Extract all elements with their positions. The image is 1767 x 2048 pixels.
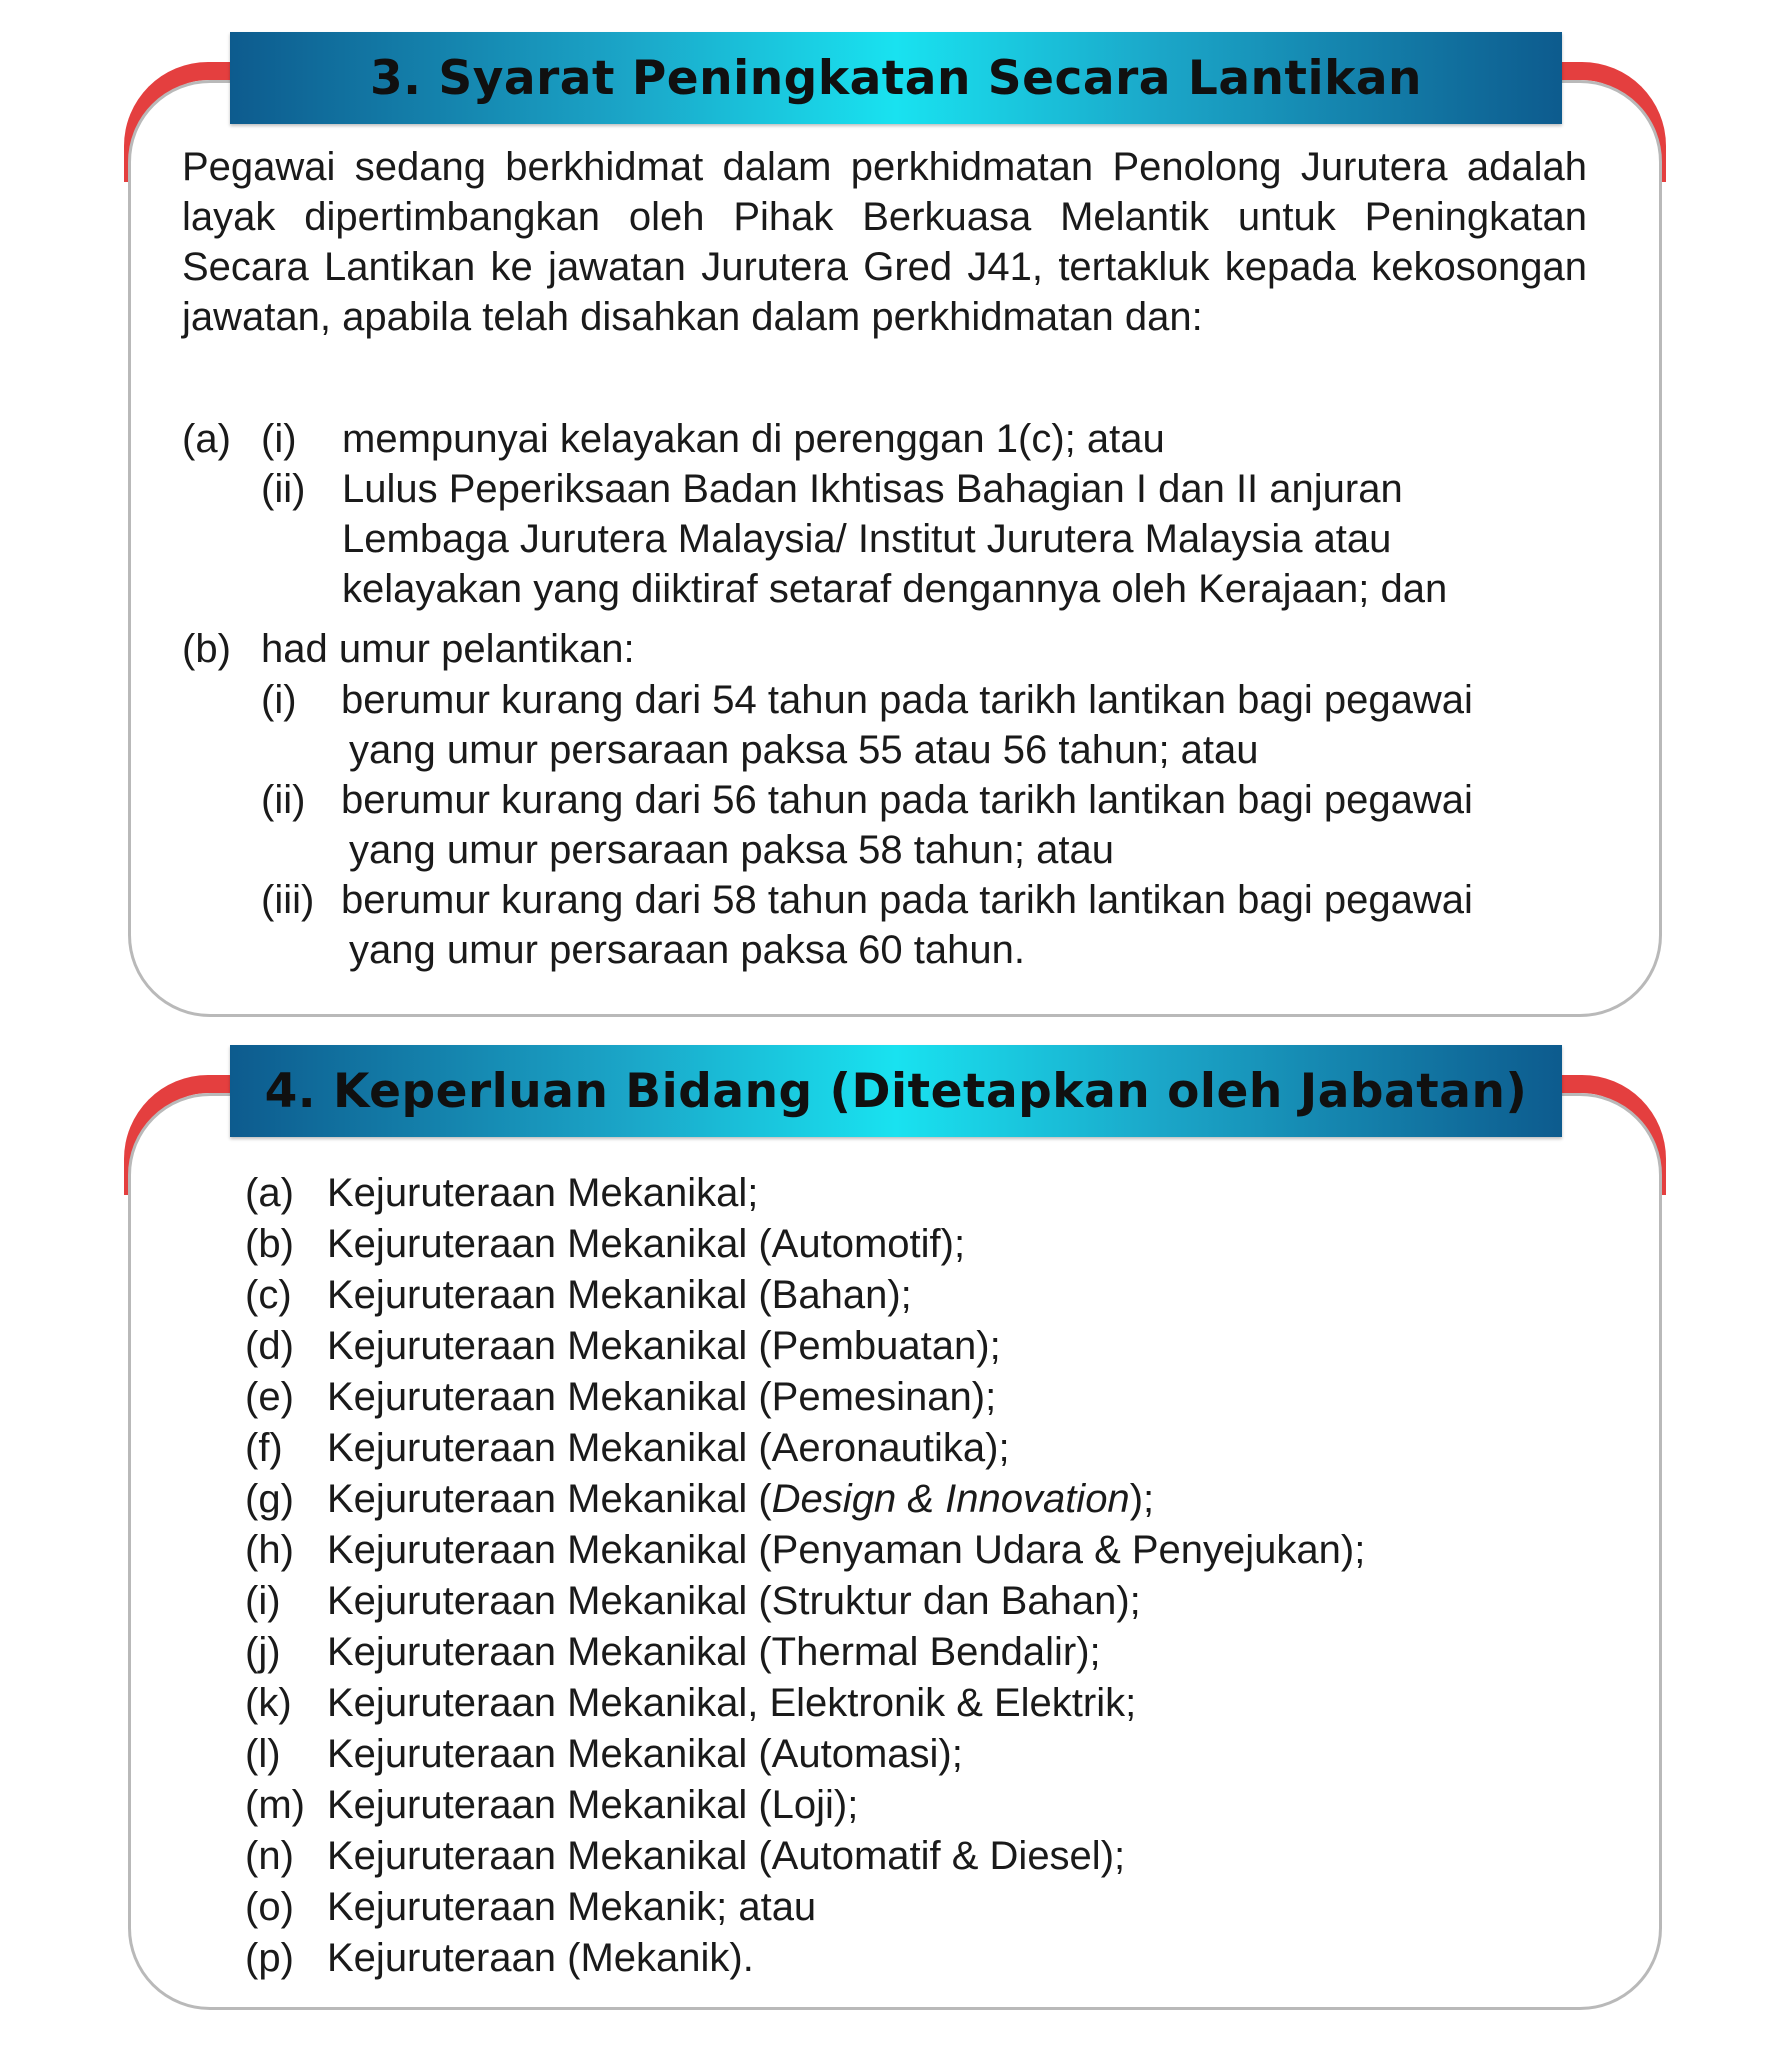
item-b-text: had umur pelantikan: [261, 627, 635, 671]
list-item-letter: (d) [245, 1324, 294, 1368]
list-item-letter: (o) [245, 1885, 294, 1929]
list-item-text-italic: Design & Innovation [771, 1477, 1130, 1521]
item-a-i-text: mempunyai kelayakan di perenggan 1(c); atau [342, 417, 1165, 461]
list-item-text: Kejuruteraan Mekanikal (Pemesinan); [327, 1375, 997, 1419]
item-b-iii-label: (iii) [261, 878, 315, 922]
list-item-text: Kejuruteraan Mekanikal (Automotif); [327, 1222, 966, 1266]
list-item-text: Kejuruteraan Mekanikal; [327, 1171, 759, 1215]
list-item-text: Kejuruteraan Mekanikal (Thermal Bendalir); [327, 1630, 1101, 1674]
list-item-letter: (e) [245, 1375, 294, 1419]
list-item-text: Kejuruteraan Mekanikal (Bahan); [327, 1273, 912, 1317]
list-item-letter: (i) [245, 1579, 281, 1623]
list-item-letter: (c) [245, 1273, 292, 1317]
item-b-ii-line1: berumur kurang dari 56 tahun pada tarikh lantikan bagi pegawai [341, 778, 1473, 822]
list-item-text: Kejuruteraan Mekanikal (Automatif & Diesel); [327, 1834, 1126, 1878]
list-item-letter: (l) [245, 1732, 281, 1776]
list-item-text: Kejuruteraan Mekanikal (Loji); [327, 1783, 859, 1827]
list-item-text-pre: Kejuruteraan Mekanikal ( [327, 1477, 772, 1521]
list-item-text: Kejuruteraan Mekanik; atau [327, 1885, 817, 1929]
item-a-ii-label: (ii) [261, 467, 306, 511]
list-item-letter: (h) [245, 1528, 294, 1572]
item-b-i-label: (i) [261, 678, 297, 722]
list-item-letter: (b) [245, 1222, 294, 1266]
item-a-ii-line: Lulus Peperiksaan Badan Ikhtisas Bahagian I dan II anjuran [342, 467, 1403, 511]
item-a-i-label: (i) [261, 417, 297, 461]
item-b-ii-label: (ii) [261, 778, 306, 822]
list-item-text: Kejuruteraan Mekanikal (Penyaman Udara & Penyejukan); [327, 1528, 1366, 1572]
item-b-iii-line2: yang umur persaraan paksa 60 tahun. [349, 928, 1025, 972]
list-item-text-post: ); [1129, 1477, 1155, 1521]
section3-intro: Pegawai sedang berkhidmat dalam perkhidmatan Penolong Jurutera adalah layak dipertimbangkan oleh Pihak Berkuasa Melantik untuk Peningkatan Secara Lantikan ke jawatan Jurutera Gred J41, tertakluk kepada kekosongan jawatan, apabila telah disahkan dalam perkhidmatan dan: [182, 145, 1587, 339]
section4-header [230, 1045, 1562, 1137]
list-item-text: Kejuruteraan Mekanikal (Automasi); [327, 1732, 963, 1776]
list-item-letter: (a) [245, 1171, 294, 1215]
list-item-letter: (g) [245, 1477, 294, 1521]
item-a-ii-line: Lembaga Jurutera Malaysia/ Institut Jurutera Malaysia atau [342, 517, 1392, 561]
item-b-ii-line2: yang umur persaraan paksa 58 tahun; atau [349, 828, 1114, 872]
item-b-iii-line1: berumur kurang dari 58 tahun pada tarikh lantikan bagi pegawai [341, 878, 1473, 922]
section3-title: 3. Syarat Peningkatan Secara Lantikan [369, 50, 1423, 106]
list-item-text: Kejuruteraan Mekanikal (Struktur dan Bahan); [327, 1579, 1141, 1623]
list-item-text: Kejuruteraan Mekanikal, Elektronik & Elektrik; [327, 1681, 1137, 1725]
list-item-letter: (p) [245, 1936, 294, 1980]
item-b-i-line2: yang umur persaraan paksa 55 atau 56 tahun; atau [349, 728, 1259, 772]
list-item-letter: (k) [245, 1681, 292, 1725]
item-b-i-line1: berumur kurang dari 54 tahun pada tarikh lantikan bagi pegawai [341, 678, 1473, 722]
item-a-label: (a) [182, 417, 231, 461]
item-b-label: (b) [182, 627, 231, 671]
list-item-text-mixed [327, 1474, 1154, 1524]
item-a-ii-line: kelayakan yang diiktiraf setaraf dengannya oleh Kerajaan; dan [342, 567, 1448, 611]
list-item-letter: (j) [245, 1630, 281, 1674]
list-item-letter: (m) [245, 1783, 305, 1827]
list-item-letter: (n) [245, 1834, 294, 1878]
list-item-text: Kejuruteraan (Mekanik). [327, 1936, 754, 1980]
section4-title: 4. Keperluan Bidang (Ditetapkan oleh Jabatan) [264, 1063, 1528, 1119]
section3-header [230, 32, 1562, 124]
list-item-text: Kejuruteraan Mekanikal (Aeronautika); [327, 1426, 1010, 1470]
list-item-text: Kejuruteraan Mekanikal (Pembuatan); [327, 1324, 1001, 1368]
list-item-letter: (f) [245, 1426, 283, 1470]
